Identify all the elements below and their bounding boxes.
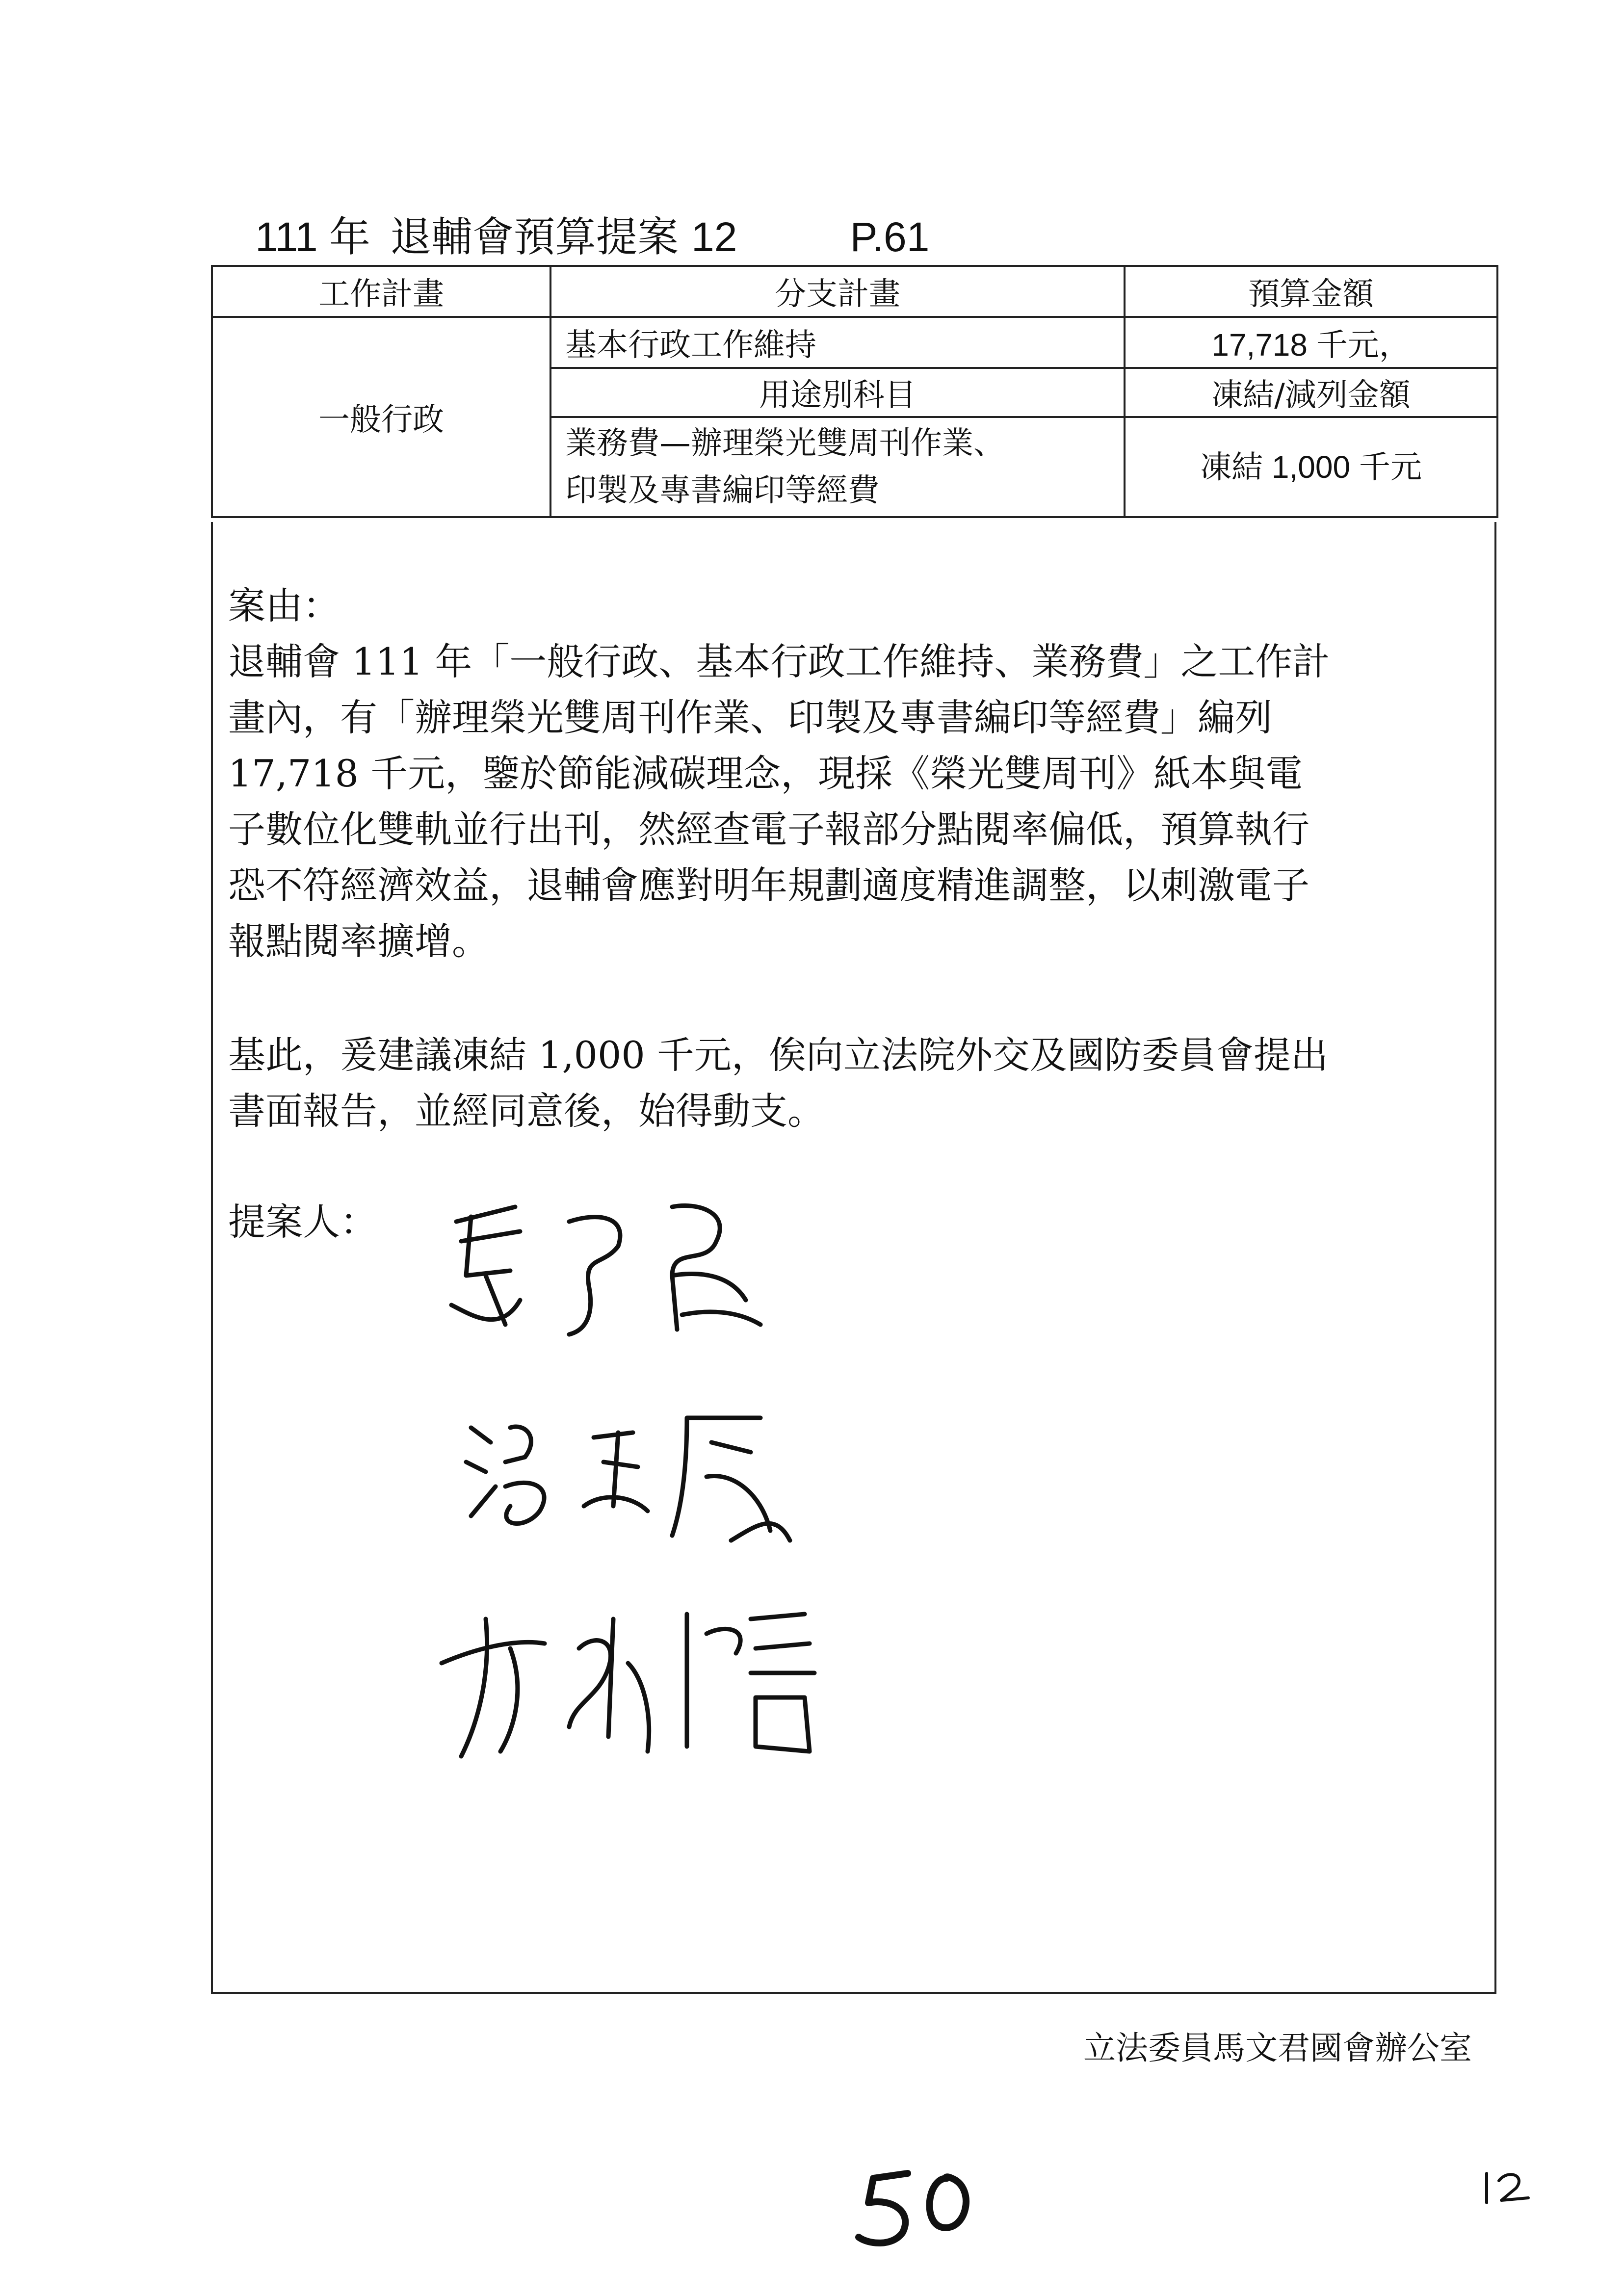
signature-ma-wen-chun xyxy=(442,1187,785,1364)
subject-cell xyxy=(550,417,1125,517)
reason-line: 報點閱率擴增。 xyxy=(228,919,489,963)
corner-mark xyxy=(1477,2164,1536,2208)
signature-chen-yi-hsin xyxy=(432,1590,834,1776)
subject-line: 業務費—辦理榮光雙周刊作業、 xyxy=(565,425,1005,462)
reason-line: 17,718 千元，鑒於節能減碳理念，現採《榮光雙周刊》紙本與電 xyxy=(228,752,1303,795)
proposer-label: 提案人： xyxy=(228,1200,377,1244)
header-work-plan: 工作計畫 xyxy=(212,266,550,317)
subject-line: 印製及專書編印等經費 xyxy=(565,472,879,509)
table-row xyxy=(212,317,1497,368)
budget-amount-cell: 17,718 千元， xyxy=(1125,317,1497,368)
branch-plan-cell: 基本行政工作維持 xyxy=(550,317,1125,368)
header-title: 退輔會預算提案 xyxy=(390,214,679,260)
reason-label: 案由： xyxy=(228,584,340,627)
decision-line: 書面報告，並經同意後，始得動支。 xyxy=(228,1089,825,1133)
reason-line: 退輔會 111 年「一般行政、基本行政工作維持、業務費」之工作計 xyxy=(228,640,1330,683)
header-page-ref: P.61 xyxy=(850,214,930,260)
header-proposal-number: 12 xyxy=(691,214,737,260)
reason-line: 恐不符經濟效益，退輔會應對明年規劃適度精進調整，以刺激電子 xyxy=(228,863,1310,907)
office-footer: 立法委員馬文君國會辦公室 xyxy=(1083,2029,1472,2067)
reason-line: 畫內，有「辦理榮光雙周刊作業、印製及專書編印等經費」編列 xyxy=(228,696,1272,739)
signature-wen-yu-hsia xyxy=(456,1393,800,1560)
reason-text xyxy=(228,634,1474,969)
freeze-amount-cell: 凍結 1,000 千元 xyxy=(1125,417,1497,517)
header-branch-plan: 分支計畫 xyxy=(550,266,1125,317)
handwritten-page-number xyxy=(854,2159,981,2257)
header-budget-amount: 預算金額 xyxy=(1125,266,1497,317)
subject-label-cell: 用途別科目 xyxy=(550,368,1125,417)
work-plan-cell: 一般行政 xyxy=(212,317,550,517)
decision-text xyxy=(228,1027,1474,1139)
header-year: 111 年 xyxy=(255,214,371,260)
decision-line: 基此，爰建議凍結 1,000 千元，俟向立法院外交及國防委員會提出 xyxy=(228,1033,1328,1077)
table-header-row xyxy=(212,266,1497,317)
proposal-header xyxy=(255,210,929,264)
freeze-label-cell: 凍結/減列金額 xyxy=(1125,368,1497,417)
reason-line: 子數位化雙軌並行出刊，然經查電子報部分點閱率偏低，預算執行 xyxy=(228,808,1310,851)
budget-table xyxy=(211,265,1498,518)
